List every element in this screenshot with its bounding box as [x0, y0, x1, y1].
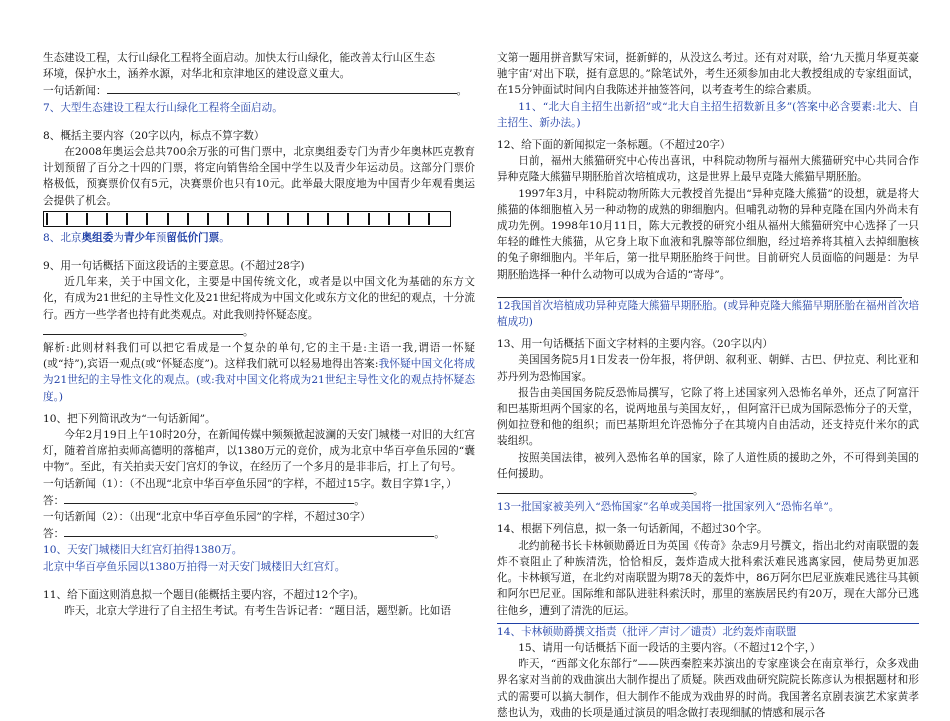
grid-cell [126, 213, 146, 225]
q12-title: 12、给下面的新闻拟定一条标题。（不超过20字） [497, 139, 731, 152]
grid-cell [347, 213, 367, 225]
q8-answer-key: 留低价门票 [166, 231, 220, 244]
q10-answer-1: 10、天安门城楼旧大红宫灯拍得1380万。 [43, 544, 243, 557]
q10-text: 今年2月19日上午10时20分，在新闻传媒中频频掀起波澜的天安门城楼一对旧的大红宫灯，随着首席拍卖师高德明的落槌声，以1380万元的竞价，成为北京中华百亭鱼乐园的“囊中物”。至此，有关拍卖天安门宫灯的争议，在经历了一个多月的是非非后，打上了句号。 [43, 429, 475, 474]
q9-blank[interactable] [43, 323, 243, 335]
intro-line-2: 环境，保护水土，涵养水源，对华北和京津地区的建设意义重大。 [43, 68, 351, 81]
spacer [43, 246, 475, 258]
q9-answer: 我怀疑中国文化将成为21世纪的主导性文化的观点。(或:我对中国文化将成为21世纪主导性文化的观点持怀疑态度。) [43, 358, 476, 403]
left-column [43, 50, 475, 619]
q10-blank-2[interactable] [64, 525, 434, 537]
q8-text: 在2008年奥运会总共700余万张的可售门票中，北京奥组委专门为青少年奥林匹克教育计划预留了百分之十四的门票，将定向销售给全国中学生以及青少年运动员。这部分门票价格极低，预赛票价仅有5元，决赛票价也只有10元。此举最大限度地为中国青少年观看奥运会提供了机会。 [43, 146, 475, 207]
grid-cell [227, 213, 247, 225]
q8-answer-part: 8、北京 [43, 231, 82, 244]
q13-title: 13、用一句话概括下面文字材料的主要内容。（20字以内） [497, 338, 773, 351]
q12-text-2: 1997年3月，中科院动物所陈大元教授首先提出“异种克隆大熊猫”的设想，就是将大熊猫的体细胞植入另一种动物的成熟的卵细胞内。但哺乳动物的异种克隆在国内外尚未有成功先例。1998年10月11日，陈大元教授的研究小组从福州大熊猫研究中心选择了一只年轻的雌性大熊猫，从它身上取下血液和乳腺等部位细胞，经过培养将其植入去掉细胞核的兔子卵细胞内。半年后，第一批早期胚胎终于问世。目前研究人员面临的问题是：为早期胚胎选择一种什么动物可以成为合适的“寄母”。 [497, 187, 919, 281]
grid-cell [327, 213, 347, 225]
q8-answer-part: 为 [113, 231, 124, 244]
q13-blank-end: 。 [693, 485, 704, 498]
q11-title: 11、给下面这则消息拟一个题目(能概括主要内容，不超过12个字)。 [43, 588, 365, 601]
q10-answer-label: 答： [43, 494, 65, 507]
grid-cell [106, 213, 126, 225]
grid-cell [287, 213, 307, 225]
q10-ans-line-1: 答： 。 [43, 492, 475, 509]
q10-sub1: 一句话新闻（1）：（不出现“北京中华百亭鱼乐园”的字样，不超过15字。数目字算1字，） [43, 477, 457, 490]
q12-blank[interactable] [497, 283, 902, 298]
spacer [43, 575, 475, 587]
q10-answer-2: 北京中华百亭鱼乐园以1380万拍得一对天安门城楼旧大红宫灯。 [43, 560, 346, 573]
q13-text-3: 按照美国法律，被列入恐怖名单的国家，除了人道性质的援助之外，不可得到美国的任何援助。 [497, 451, 919, 480]
q11-text-cont: 文第一题用拼音默写宋词，挺新鲜的，从没这么考过。还有对对联，给‘九天揽月华夏英豪驰宇宙’对出下联，挺有意思的。”除笔试外，考生还须参加由北大教授组成的专家组面试，在15分钟面试时间内自我陈述并抽签答问，以考查考生的综合素质。 [497, 52, 919, 97]
q11-answer: 11、“北大自主招生出新招”或“北大自主招生招数新且多”(答案中必含要素:北大、自主招生、新办法。) [497, 100, 919, 129]
q7-answer: 7、大型生态建设工程太行山绿化工程将全面启动。 [43, 101, 283, 114]
q13-text-2: 报告由美国国务院反恐怖局撰写，它除了将上述国家列入恐怖名单外，还点了阿富汗和巴基斯坦两个国家的名，说两地虽与美国友好，，但阿富汗已成为国际恐怖分子的天堂，例如拉登和他的组织；而巴基斯坦允许恐怖分子在其境内自由活动，还支持克什米尔的武装组织。 [497, 386, 919, 448]
q11-text: 昨天，北京大学进行了自主招生考试。有考生告诉记者：“题目活，题型新。比如语 [64, 605, 451, 618]
grid-cell [368, 213, 388, 225]
q14-title: 14、根据下列信息，拟一条一句话新闻，不超过30个字。 [497, 523, 768, 536]
q13-blank[interactable] [497, 482, 693, 494]
grid-cell [408, 213, 428, 225]
right-column [497, 50, 919, 721]
q14-answer: 14、卡林顿勋爵撰文指责（批评／声讨／谴责）北约轰炸南联盟 [497, 625, 797, 638]
q9-title: 9、用一句话概括下面这段话的主要意思。(不超过28字) [43, 260, 305, 273]
q9-blank-line [43, 323, 475, 340]
q14-text: 北约前秘书长卡林顿勋爵近日为英国《传奇》杂志9月号撰文，指出北约对南联盟的轰炸不衰阻止了种族清洗，恰恰相反，轰炸造成大批科索沃难民逃离家园，使局势更加恶化。卡林顿写道，在北约对南联盟为期78天的轰炸中，86万阿尔巴尼亚族难民逃往马其顿和阿尔巴尼亚。国际维和部队进驻科索沃时，那里的塞族居民约有20万，现在大部分已逃往他乡，遭到了清洗的厄运。 [497, 539, 919, 617]
q10-blank-1[interactable] [64, 492, 354, 504]
grid-cell [307, 213, 327, 225]
grid-cell [167, 213, 187, 225]
q13-text-1: 美国国务院5月1日发表一份年报，将伊朗、叙利亚、朝鲜、古巴、伊拉克、利比亚和苏丹列为恐怖国家。 [497, 354, 919, 383]
grid-cell [388, 213, 408, 225]
q9-analysis [43, 340, 475, 405]
grid-cell [146, 213, 166, 225]
q8-answer-part: 预 [155, 231, 167, 244]
q9-blank-end: 。 [243, 325, 254, 338]
q10-title: 10、把下列简讯改为“一句话新闻”。 [43, 412, 216, 425]
intro-paragraph [43, 50, 475, 82]
q9-text: 近几年来，关于中国文化，主要是中国传统文化，或者是以中国文化为基础的东方文化，有成为21世纪的主导性文化及21世纪将成为中国文化或东方文化的世纪的观点，十分流行。西方一些学者也持有此类观点。对此我则持怀疑态度。 [43, 276, 475, 321]
q12-answer: 12我国首次培植成功异种克隆大熊猫早期胚胎。(或异种克隆大熊猫早期胚胎在福州首次培植成功) [497, 299, 919, 329]
answer-grid[interactable] [43, 211, 451, 227]
q8-answer [43, 230, 475, 246]
grid-cell [86, 213, 106, 225]
grid-cell [267, 213, 287, 225]
spacer [43, 116, 475, 128]
q15-title: 15、请用一句话概括下面一段话的主要内容。（不超过12个字，） [518, 641, 821, 654]
grid-cell [428, 213, 448, 225]
grid-cell [46, 213, 66, 225]
q10-sub2: 一句话新闻（2）：（出现“北京中华百亭鱼乐园”的字样，不超过30字） [43, 511, 371, 524]
grid-cell [66, 213, 86, 225]
q12-text-1: 日前，福州大熊猫研究中心传出喜讯，中科院动物所与福州大熊猫研究中心共同合作异种克隆大熊猫早期胚胎首次培植成功，这是世界上最早克隆大熊猫早期胚胎。 [497, 155, 919, 184]
q8-title: 8、概括主要内容（20字以内，标点不算字数） [43, 129, 265, 142]
grid-cell [187, 213, 207, 225]
q15-text: 昨天，“西部文化东部行”——陕西秦腔来苏演出的专家座谈会在南京举行，众多戏曲界名家对当前的戏曲演出大制作提出了质疑。陕西戏曲研究院院长陈彦认为根据题材和形式的需要可以搞大制作，但大制作不能成为戏曲界的时尚。我国著名京剧表演艺术家黄孝慈也认为，戏曲的长项是通过演员的唱念做打表现细腻的情感和展示各 [497, 658, 919, 719]
q8-answer-key: 青少年 [123, 231, 156, 244]
q8-answer-key: 奥组委 [81, 231, 114, 244]
q8-answer-part: 。 [219, 231, 230, 244]
q13-answer: 13一批国家被美列入“恐怖国家”名单或美国将一批国家列入“恐怖名单”。 [497, 501, 840, 514]
q7-prompt: 一句话新闻： [43, 85, 107, 98]
q7-blank[interactable] [107, 82, 457, 94]
q9-analysis-text: 解析:此则材料我们可以把它看成是一个复杂的单句,它的主干是:主语一我,谓语一怀疑(或“持”),宾语一观点(或“怀疑态度”)。这样我们就可以轻易地得出答案: [43, 342, 475, 371]
q7-end: 。 [456, 85, 468, 98]
q10-answer-label: 答： [43, 528, 65, 541]
q13-blank-line [497, 482, 919, 499]
q10-ans-line-2: 答： 。 [43, 525, 475, 542]
grid-cell [247, 213, 267, 225]
q7-prompt-line [43, 82, 475, 99]
intro-line-1: 生态建设工程，太行山绿化工程将全面启动。加快太行山绿化，能改善太行山区生态 [43, 52, 435, 64]
grid-cell [207, 213, 227, 225]
